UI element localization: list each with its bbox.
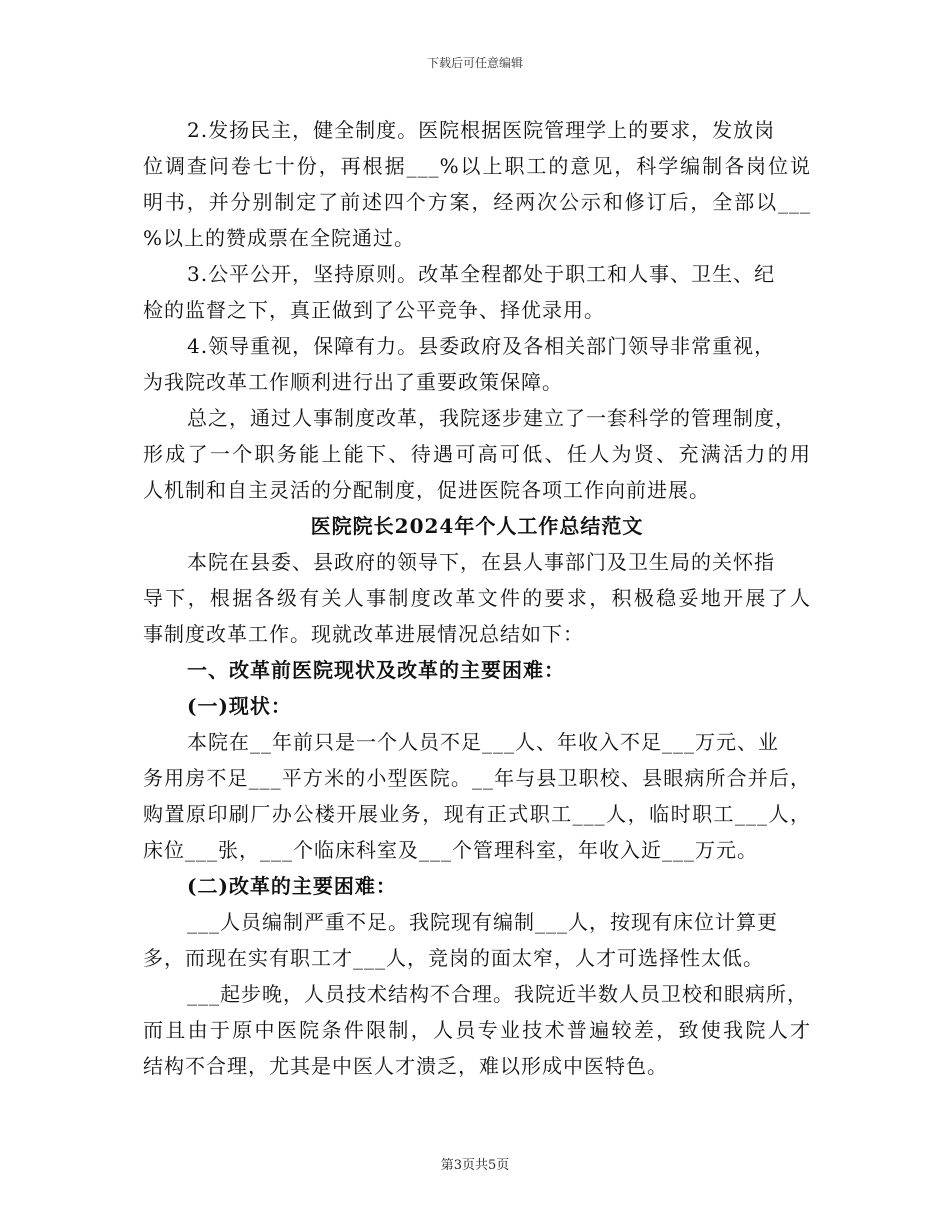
paragraph-line: ___人员编制严重不足。我院现有编制___人，按现有床位计算更 [187,910,778,934]
paragraph-line: 明书，并分别制定了前述四个方案，经两次公示和修订后，全部以___ [143,190,811,214]
paragraph-line: 务用房不足___平方米的小型医院。__年与县卫职校、县眼病所合并后， [143,766,811,790]
paragraph-line: ___起步晚，人员技术结构不合理。我院近半数人员卫校和眼病所， [187,982,808,1006]
paragraph-line: 床位___张，___个临床科室及___个管理科室，年收入近___万元。 [143,838,758,862]
paragraph-line: 导下，根据各级有关人事制度改革文件的要求，积极稳妥地开展了人 [143,586,811,610]
paragraph-line: 结构不合理，尤其是中医人才溃乏，难以形成中医特色。 [143,1054,668,1078]
section-heading: 一、改革前医院现状及改革的主要困难： [187,658,565,682]
paragraph-line: 3.公平公开，坚持原则。改革全程都处于职工和人事、卫生、纪 [187,262,776,286]
paragraph-line: 检的监督之下，真正做到了公平竞争、择优录用。 [143,298,605,322]
paragraph-line: 购置原印刷厂办公楼开展业务，现有正式职工___人，临时职工___人， [143,802,811,826]
paragraph-line: 总之，通过人事制度改革，我院逐步建立了一套科学的管理制度， [187,406,796,430]
page-header: 下载后可任意编辑 [426,56,523,70]
page-footer: 第3页共5页 [440,1158,510,1173]
paragraph-line: 本院在__年前只是一个人员不足___人、年收入不足___万元、业 [187,730,779,754]
paragraph-line: 2.发扬民主，健全制度。医院根据医院管理学上的要求，发放岗 [187,118,776,142]
paragraph-line: 为我院改革工作顺利进行出了重要政策保障。 [143,370,563,394]
paragraph-line: 而且由于原中医院条件限制，人员专业技术普遍较差，致使我院人才 [143,1018,811,1042]
subsection-heading: (一)现状： [187,694,292,718]
paragraph-line: 本院在县委、县政府的领导下，在县人事部门及卫生局的关怀指 [187,550,775,574]
subsection-heading: (二)改革的主要困难： [187,874,397,898]
paragraph-line: 多，而现在实有职工才___人，竞岗的面太窄，人才可选择性太低。 [143,946,764,970]
paragraph-line: 4.领导重视，保障有力。县委政府及各相关部门领导非常重视， [187,334,776,358]
paragraph-line: 形成了一个职务能上能下、待遇可高可低、任人为贤、充满活力的用 [143,442,811,466]
paragraph-line: 事制度改革工作。现就改革进展情况总结如下： [143,622,584,646]
document-body [143,112,811,1084]
paragraph-line: %以上的赞成票在全院通过。 [143,226,416,250]
section-title: 医院院长2024年个人工作总结范文 [310,514,644,538]
paragraph-line: 人机制和自主灵活的分配制度，促进医院各项工作向前进展。 [143,478,710,502]
paragraph-line: 位调查问卷七十份，再根据___%以上职工的意见，科学编制各岗位说 [143,154,811,178]
